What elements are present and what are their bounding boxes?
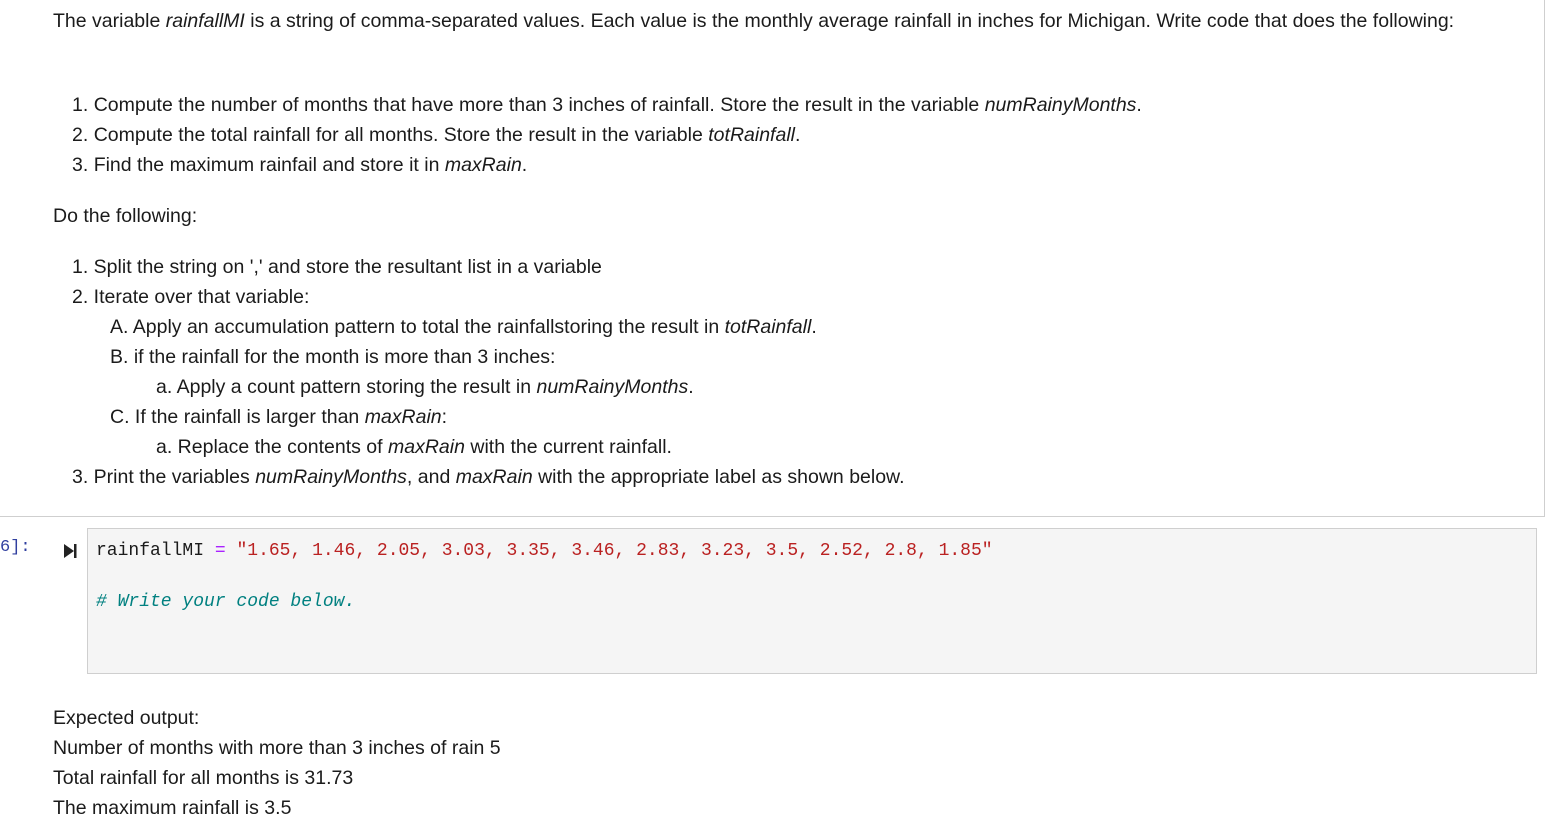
task-list [72, 90, 1142, 180]
code-operator: = [214, 541, 226, 561]
substep-item: B. if the rainfall for the month is more than 3 inches: [110, 346, 556, 368]
output-line: Total rainfall for all months is 31.73 [53, 767, 354, 789]
task-item: 2. Compute the total rainfall for all months. Store the result in the variable totRainfall. [72, 124, 801, 146]
code-cell[interactable] [0, 527, 1545, 677]
execution-count-prompt: 6]: [0, 538, 31, 557]
code-line [96, 538, 993, 564]
substep-item: C. If the rainfall is larger than maxRain: [110, 406, 448, 428]
run-cell-icon[interactable] [62, 541, 80, 561]
code-string: "1.65, 1.46, 2.05, 3.03, 3.35, 3.46, 2.83, 3.23, 3.5, 2.52, 2.8, 1.85" [236, 541, 993, 561]
step-item: 3. Print the variables numRainyMonths, and maxRain with the appropriate label as shown below. [72, 466, 905, 488]
step-item: 2. Iterate over that variable: [72, 286, 310, 308]
do-following-heading: Do the following: [53, 205, 198, 227]
code-editor[interactable] [87, 528, 1537, 674]
step-item: 1. Split the string on ',' and store the resultant list in a variable [72, 256, 602, 278]
expected-output [53, 703, 501, 823]
subsubstep-item: a. Apply a count pattern storing the result in numRainyMonths. [156, 376, 694, 398]
code-comment: # Write your code below. [96, 592, 356, 612]
output-line: Expected output: [53, 707, 200, 729]
intro-paragraph: The variable rainfallMI is a string of comma-separated values. Each value is the monthly average rainfall in inches for Michigan. Write code that does the following: [53, 10, 1455, 32]
substep-item: A. Apply an accumulation pattern to total the rainfallstoring the result in totRainfall. [110, 316, 817, 338]
steps-list [72, 252, 905, 492]
variable-name: rainfallMI [165, 10, 245, 32]
code-variable: rainfallMI [96, 541, 205, 561]
output-line: Number of months with more than 3 inches of rain 5 [53, 737, 501, 759]
output-line: The maximum rainfall is 3.5 [53, 797, 292, 819]
subsubstep-item: a. Replace the contents of maxRain with the current rainfall. [156, 436, 672, 458]
task-item: 1. Compute the number of months that have more than 3 inches of rainfall. Store the result in the variable numRainyMonths. [72, 94, 1142, 116]
task-item: 3. Find the maximum rainfail and store it in maxRain. [72, 154, 528, 176]
